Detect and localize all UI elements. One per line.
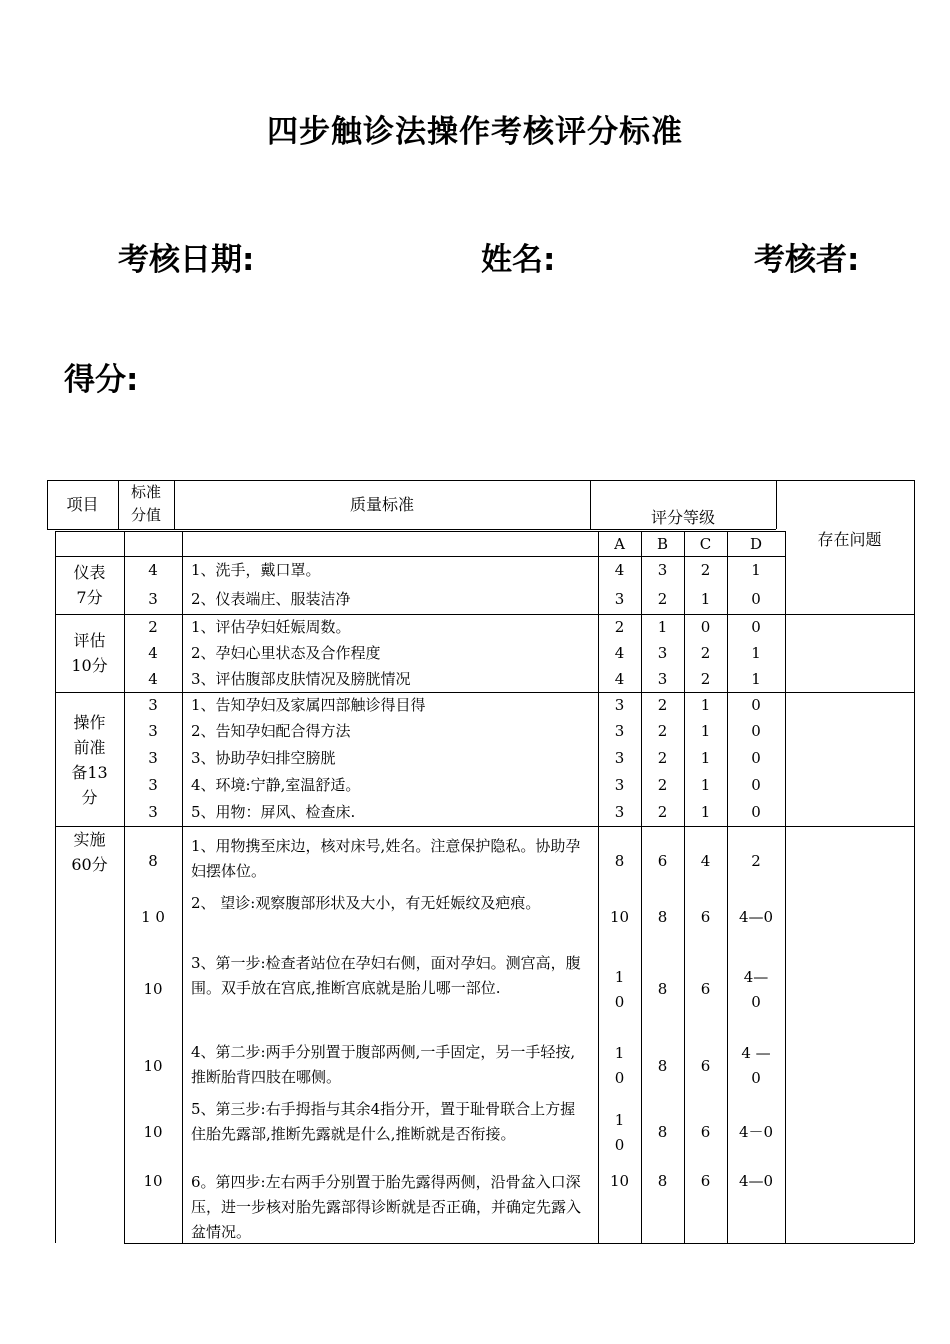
grade-a-cell: 3 (614, 696, 625, 714)
grade-c-cell: 6 (700, 1057, 711, 1075)
grade-c-cell: 2 (700, 644, 711, 662)
grade-d-cell: 0 (751, 776, 761, 794)
grade-d-cell: 0 (751, 722, 761, 740)
section-label: 实施 (73, 830, 106, 849)
grade-d-cell: 0 (751, 590, 761, 608)
column-header-standard-score: 分值 (130, 506, 161, 524)
grade-d-cell: 4—0 (738, 908, 774, 926)
table-rule (776, 480, 777, 529)
table-rule (55, 826, 56, 1243)
quality-standard-cell: 3、协助孕妇排空膀胱 (191, 749, 336, 767)
grade-b-cell: 8 (657, 1057, 668, 1075)
grade-c-cell: 1 (700, 696, 711, 714)
column-header-grade: 评分等级 (650, 508, 715, 527)
section-label: 前准 (73, 738, 106, 757)
standard-score-cell: 10 (143, 1057, 163, 1075)
section-label: 60分 (71, 855, 108, 874)
exam-date-label: 考核日期: (118, 242, 255, 278)
quality-standard-cell: 1、评估孕妇妊娠周数。 (191, 618, 351, 636)
grade-b-cell: 8 (657, 980, 668, 998)
standard-score-cell: 3 (148, 776, 158, 794)
grade-d-cell: 4 — 0 (741, 1044, 771, 1087)
grade-a-cell: 10 (609, 1172, 630, 1190)
quality-standard-cell: 1、告知孕妇及家属四部触诊得目得 (191, 696, 426, 714)
grade-b-cell: 2 (657, 749, 668, 767)
grade-a-cell: 3 (614, 749, 625, 767)
grade-c-cell: 6 (700, 908, 711, 926)
quality-standard-cell: 2、 望诊:观察腹部形状及大小，有无妊娠纹及疤痕。 (191, 894, 541, 912)
grade-a-cell: 4 (614, 670, 625, 688)
grade-a-cell: 4 (614, 561, 625, 579)
grade-c-cell: 4 (700, 852, 711, 870)
grade-d-cell: 0 (751, 749, 761, 767)
grade-header-b: B (656, 535, 669, 553)
standard-score-cell: 10 (143, 1172, 163, 1190)
column-header-standard-score: 标准 (130, 483, 161, 501)
section-label: 7分 (76, 588, 103, 607)
table-rule (914, 480, 915, 1243)
grade-b-cell: 8 (657, 908, 668, 926)
standard-score-cell: 2 (148, 618, 158, 636)
page-title: 四步触诊法操作考核评分标准 (267, 114, 683, 150)
grade-c-cell: 1 (700, 749, 711, 767)
score-label: 得分: (64, 362, 139, 398)
table-rule (785, 531, 786, 1243)
grade-c-cell: 1 (700, 776, 711, 794)
grade-b-cell: 2 (657, 776, 668, 794)
grade-a-cell: 1 0 (614, 968, 625, 1011)
grade-a-cell: 4 (614, 644, 625, 662)
grade-b-cell: 3 (657, 644, 668, 662)
grade-header-a: A (614, 535, 625, 553)
grade-a-cell: 1 0 (614, 1044, 625, 1087)
examiner-label: 考核者: (754, 242, 860, 278)
grade-c-cell: 6 (700, 980, 711, 998)
grade-d-cell: 0 (751, 696, 761, 714)
quality-standard-cell: 1、用物携至床边，核对床号,姓名。注意保护隐私。协助孕妇摆体位。 (191, 837, 581, 880)
grade-d-cell: 4— 0 (743, 968, 769, 1011)
grade-b-cell: 8 (657, 1123, 668, 1141)
grade-c-cell: 2 (700, 670, 711, 688)
standard-score-cell: 4 (148, 644, 158, 662)
grade-b-cell: 2 (657, 696, 668, 714)
quality-standard-cell: 3、第一步:检查者站位在孕妇右侧，面对孕妇。测宫高，腹围。双手放在宫底,推断宫底就是胎儿哪一部位. (191, 954, 581, 997)
grade-d-cell: 2 (751, 852, 761, 870)
standard-score-cell: 10 (143, 1123, 163, 1141)
grade-b-cell: 3 (657, 670, 668, 688)
standard-score-cell: 3 (148, 803, 158, 821)
grade-b-cell: 1 (657, 618, 668, 636)
grade-c-cell: 1 (700, 590, 711, 608)
section-label: 仪表 (73, 563, 106, 582)
standard-score-cell: 4 (148, 670, 158, 688)
standard-score-cell: 8 (148, 852, 158, 870)
grade-c-cell: 0 (700, 618, 711, 636)
grade-a-cell: 3 (614, 590, 625, 608)
quality-standard-cell: 6。第四步:左右两手分别置于胎先露得两侧，沿骨盆入口深压，进一步核对胎先露部得诊断就是否正确，并确定先露入盆情况。 (191, 1173, 582, 1241)
quality-standard-cell: 1、洗手，戴口罩。 (191, 561, 321, 579)
quality-standard-cell: 2、孕妇心里状态及合作程度 (191, 644, 381, 662)
quality-standard-cell: 5、用物：屏风、检查床. (191, 803, 356, 821)
name-label: 姓名: (481, 242, 556, 278)
grade-c-cell: 1 (700, 722, 711, 740)
standard-score-cell: 3 (148, 696, 158, 714)
column-header-issues: 存在问题 (817, 530, 882, 549)
grade-header-c: C (699, 535, 712, 553)
standard-score-cell: 10 (143, 980, 163, 998)
grade-d-cell: 1 (751, 670, 761, 688)
column-header-quality: 质量标准 (349, 495, 414, 514)
grade-d-cell: 4—0 (738, 1172, 774, 1190)
grade-a-cell: 8 (614, 852, 625, 870)
section-label: 评估 (73, 631, 106, 650)
quality-standard-cell: 5、第三步:右手拇指与其余4指分开，置于耻骨联合上方握住胎先露部,推断先露就是什么,推断就是否衔接。 (191, 1100, 576, 1143)
grade-a-cell: 3 (614, 803, 625, 821)
grade-c-cell: 2 (700, 561, 711, 579)
grade-a-cell: 10 (609, 908, 630, 926)
standard-score-cell: 1 0 (141, 908, 165, 926)
quality-standard-cell: 2、仪表端庄、服装洁净 (191, 590, 351, 608)
grade-a-cell: 1 0 (614, 1111, 625, 1154)
section-label: 10分 (71, 656, 108, 675)
grade-c-cell: 6 (700, 1172, 711, 1190)
grade-b-cell: 3 (657, 561, 668, 579)
grade-c-cell: 1 (700, 803, 711, 821)
grade-b-cell: 2 (657, 722, 668, 740)
grade-c-cell: 6 (700, 1123, 711, 1141)
grade-b-cell: 2 (657, 590, 668, 608)
grade-a-cell: 2 (614, 618, 625, 636)
grade-b-cell: 6 (657, 852, 668, 870)
grade-header-d: D (749, 535, 763, 553)
grade-a-cell: 3 (614, 776, 625, 794)
column-header-item: 项目 (66, 495, 99, 514)
table-rule (47, 480, 914, 481)
grade-a-cell: 3 (614, 722, 625, 740)
grade-d-cell: 1 (751, 644, 761, 662)
standard-score-cell: 3 (148, 749, 158, 767)
standard-score-cell: 3 (148, 722, 158, 740)
quality-standard-cell: 3、评估腹部皮肤情况及膀胱情况 (191, 670, 411, 688)
section-label: 操作 (73, 713, 106, 732)
quality-standard-cell: 4、环境:宁静,室温舒适。 (191, 776, 361, 794)
quality-standard-cell: 2、告知孕妇配合得方法 (191, 722, 351, 740)
grade-d-cell: 4－0 (738, 1123, 774, 1141)
table-rule (182, 531, 183, 1243)
grade-b-cell: 8 (657, 1172, 668, 1190)
grade-d-cell: 0 (751, 803, 761, 821)
standard-score-cell: 4 (148, 561, 158, 579)
standard-score-cell: 3 (148, 590, 158, 608)
section-label: 备13 (71, 763, 108, 782)
grade-b-cell: 2 (657, 803, 668, 821)
grade-d-cell: 0 (751, 618, 761, 636)
grade-d-cell: 1 (751, 561, 761, 579)
quality-standard-cell: 4、第二步:两手分别置于腹部两侧,一手固定，另一手轻按,推断胎背四肢在哪侧。 (191, 1043, 576, 1086)
section-label: 分 (81, 788, 98, 807)
